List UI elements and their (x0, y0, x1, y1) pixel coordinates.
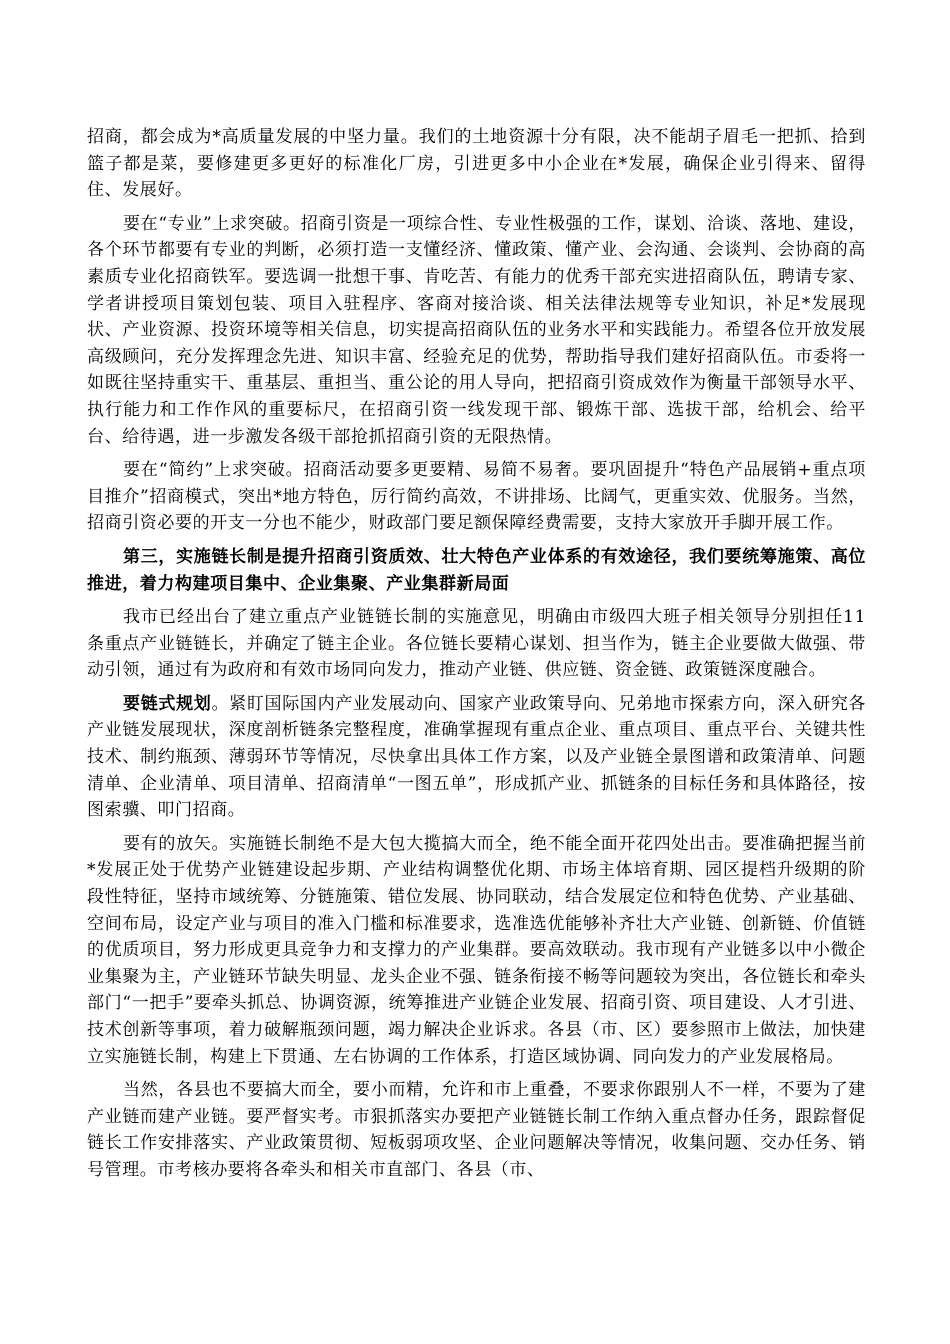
section-heading-third: 第三，实施链长制是提升招商引资质效、壮大特色产业体系的有效途径，我们要统筹施策、高位推进，着力构建项目集中、企业集聚、产业集群新局面 (87, 546, 866, 594)
paragraph-chain-planning (87, 691, 866, 824)
paragraph-chain-intro: 我市已经出台了建立重点产业链链长制的实施意见，明确由市级四大班子相关领导分别担任11条重点产业链链长，并确定了链主企业。各位链长要精心谋划、担当作为，链主企业要做大做强、带动引领，通过有为政府和有效市场同向发力，推动产业链、供应链、资金链、政策链深度融合。 (87, 607, 866, 681)
paragraph-supervision: 当然，各县也不要搞大而全，要小而精，允许和市上重叠，不要求你跟别人不一样，不要为了建产业链而建产业链。要严督实考。市狠抓落实办要把产业链链长制工作纳入重点督办任务，跟踪督促链长工作安排落实、产业政策贯彻、短板弱项攻坚、企业问题解决等情况，收集问题、交办任务、销号管理。市考核办要将各牵头和相关市直部门、各县（市、 (87, 1080, 866, 1180)
paragraph-continuation: 招商，都会成为*高质量发展的中坚力量。我们的土地资源十分有限，决不能胡子眉毛一把抓、拾到篮子都是菜，要修建更多更好的标准化厂房，引进更多中小企业在*发展，确保企业引得来、留得住、发展好。 (87, 127, 866, 201)
document-body (87, 124, 866, 1184)
paragraph-targeted: 要有的放矢。实施链长制绝不是大包大揽搞大而全，绝不能全面开花四处出击。要准确把握当前*发展正处于优势产业链建设起步期、产业结构调整优化期、市场主体培育期、园区提档升级期的阶段性特征，坚持市域统筹、分链施策、错位发展、协同联动，结合发展定位和特色优势、产业基础、空间布局，设定产业与项目的准入门槛和标准要求，选准选优能够补齐壮大产业链、创新链、价值链的优质项目，努力形成更具竞争力和支撑力的产业集群。要高效联动。我市现有产业链多以中小微企业集聚为主，产业链环节缺失明显、龙头企业不强、链条衔接不畅等问题较为突出，各位链长和牵头部门“一把手”要牵头抓总、协调资源，统筹推进产业链企业发展、招商引资、项目建设、人才引进、技术创新等事项，着力破解瓶颈问题，竭力解决企业诉求。各县（市、区）要参照市上做法，加快建立实施链长制，构建上下贯通、左右协调的工作体系，打造区域协调、同向发力的产业发展格局。 (87, 833, 866, 1067)
paragraph-simplicity: 要在“简约”上求突破。招商活动要多更要精、易简不易奢。要巩固提升“特色产品展销+重点项目推介”招商模式，突出*地方特色，厉行简约高效，不讲排场、比阔气，更重实效、优服务。当然，招商引资必要的开支一分也不能少，财政部门要足额保障经费需要，支持大家放开手脚开展工作。 (87, 460, 866, 534)
paragraph-body: 。紧盯国际国内产业发展动向、国家产业政策导向、兄弟地市探索方向，深入研究各产业链发展现状，深度剖析链条完整程度，准确掌握现有重点企业、重点项目、重点平台、关键共性技术、制约瓶颈、薄弱环节等情况，尽快拿出具体工作方案，以及产业链全景图谱和政策清单、问题清单、企业清单、项目清单、招商清单“一图五单”，形成抓产业、抓链条的目标任务和具体路径，按图索骥、叩门招商。 (87, 693, 867, 821)
paragraph-lead-phrase: 要链式规划 (123, 693, 212, 714)
paragraph-professional: 要在“专业”上求突破。招商引资是一项综合性、专业性极强的工作，谋划、洽谈、落地、建设，各个环节都要有专业的判断，必须打造一支懂经济、懂政策、懂产业、会沟通、会谈判、会协商的高素质专业化招商铁军。要选调一批想干事、肯吃苦、有能力的优秀干部充实进招商队伍，聘请专家、学者讲授项目策划包装、项目入驻程序、客商对接洽谈、相关法律法规等专业知识，补足*发展现状、产业资源、投资环境等相关信息，切实提高招商队伍的业务水平和实践能力。希望各位开放发展高级顾问，充分发挥理念先进、知识丰富、经验充足的优势，帮助指导我们建好招商队伍。市委将一如既往坚持重实干、重基层、重担当、重公论的用人导向，把招商引资成效作为衡量干部领导水平、执行能力和工作作风的重要标尺，在招商引资一线发现干部、锻炼干部、选拔干部，给机会、给平台、给待遇，进一步激发各级干部抢抓招商引资的无限热情。 (87, 213, 866, 447)
